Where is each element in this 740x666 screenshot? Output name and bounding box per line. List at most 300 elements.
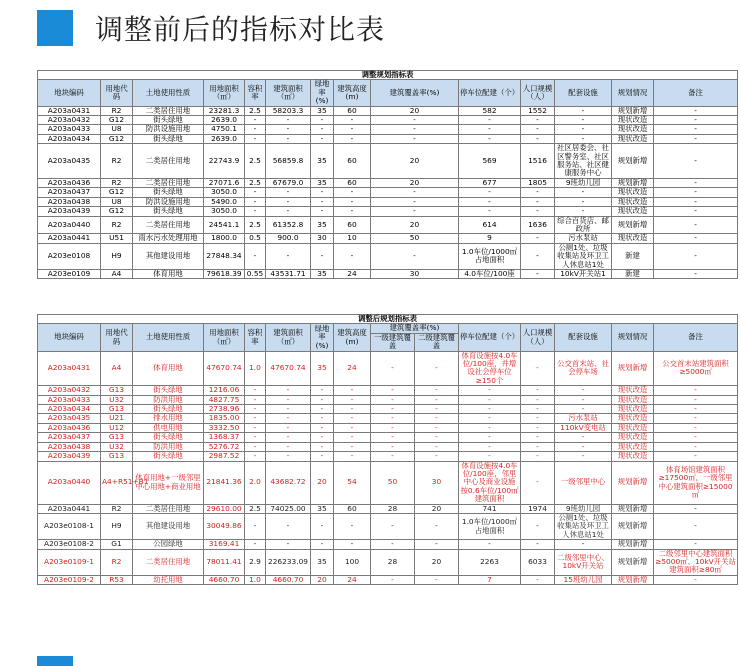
table-row	[38, 216, 738, 234]
table-cell: 街头绿地	[133, 433, 204, 442]
table-cell: -	[459, 414, 521, 423]
table-cell: -	[459, 386, 521, 395]
table-cell: -	[555, 125, 612, 134]
column-header: 人口规模（人）	[521, 324, 555, 351]
table-cell: R2	[101, 178, 133, 187]
table-cell: -	[654, 504, 738, 513]
table-cell: -	[459, 540, 521, 549]
table-cell: 规划新增	[612, 549, 654, 575]
table-cell: -	[654, 243, 738, 269]
table-cell: 30049.86	[204, 513, 245, 539]
table-cell: 现状改造	[612, 423, 654, 432]
table-cell: 4827.75	[204, 395, 245, 404]
table-row	[38, 540, 738, 549]
table-cell: -	[521, 513, 555, 539]
table-cell: 现状改造	[612, 386, 654, 395]
table-cell: G1	[101, 540, 133, 549]
table-row	[38, 134, 738, 143]
column-header: 建筑高度(m)	[334, 324, 371, 351]
table-cell: 体育设施按4.0车位/100座，邻里中心及商业设施按0.6车位/100㎡建筑面积	[459, 461, 521, 504]
table-cell: 现状改造	[612, 442, 654, 451]
table-cell: 677	[459, 178, 521, 187]
table-cell: 60	[334, 178, 371, 187]
column-header: 用地面积（㎡）	[204, 324, 245, 351]
table-cell: 43531.71	[266, 269, 311, 278]
column-subheader: 二级建筑覆盖	[415, 333, 459, 351]
table-cell: -	[371, 386, 415, 395]
table-cell: -	[245, 405, 266, 414]
table-cell: -	[311, 243, 334, 269]
table-cell: H9	[101, 513, 133, 539]
table-cell: A203a0432	[38, 116, 101, 125]
table-cell: 100	[334, 549, 371, 575]
table-cell: -	[415, 442, 459, 451]
table-cell: -	[555, 540, 612, 549]
table-cell: 3050.0	[204, 207, 245, 216]
table-cell: 街头绿地	[133, 134, 204, 143]
table-cell: 2987.52	[204, 452, 245, 461]
table-cell: 体育用地	[133, 269, 204, 278]
table-cell: 公厕1处、垃圾收集站及环卫工人休息站1处	[555, 513, 612, 539]
table-cell: -	[415, 386, 459, 395]
table-cell: 规划新增	[612, 106, 654, 115]
table-cell: 15班幼儿园	[555, 575, 612, 584]
table-cell: -	[245, 125, 266, 134]
table-cell: 5490.0	[204, 197, 245, 206]
table-cell: -	[555, 197, 612, 206]
table-cell: -	[521, 452, 555, 461]
table-cell: 现状改造	[612, 134, 654, 143]
table-cell: 现状改造	[612, 125, 654, 134]
column-header: 用地代码	[101, 80, 133, 106]
table-cell: 35	[311, 351, 334, 386]
table-cell: -	[266, 125, 311, 134]
table-cell: 规划新增	[612, 178, 654, 187]
table-cell: R2	[101, 504, 133, 513]
footer-accent-bar	[37, 656, 73, 666]
table-cell: -	[521, 540, 555, 549]
table-cell: A203a0437	[38, 188, 101, 197]
table-cell: -	[311, 134, 334, 143]
table-cell: A203a0436	[38, 423, 101, 432]
table-cell: 1974	[521, 504, 555, 513]
table-cell: -	[521, 269, 555, 278]
table-cell: G13	[101, 405, 133, 414]
table-cell: A203a0431	[38, 351, 101, 386]
column-header: 规划情况	[612, 324, 654, 351]
table-cell: -	[521, 461, 555, 504]
table-cell: -	[266, 540, 311, 549]
table-cell: -	[459, 433, 521, 442]
table-cell: -	[266, 442, 311, 451]
table-cell: 24	[334, 351, 371, 386]
table-cell: 公园绿地	[133, 540, 204, 549]
table-cell: -	[521, 207, 555, 216]
table-cell: 20	[311, 575, 334, 584]
table-cell: 30	[371, 269, 459, 278]
table-cell: -	[334, 116, 371, 125]
table-cell: 1.0车位/1000㎡占地面积	[459, 243, 521, 269]
pre-adjustment-table	[37, 70, 738, 279]
table-cell: -	[334, 125, 371, 134]
table-cell: -	[654, 386, 738, 395]
column-header: 建筑面积（㎡）	[266, 80, 311, 106]
table-cell: -	[654, 134, 738, 143]
table-cell: -	[521, 351, 555, 386]
table-cell: -	[459, 452, 521, 461]
table-cell: 2.5	[245, 504, 266, 513]
table-cell: -	[245, 386, 266, 395]
table-cell: 43682.72	[266, 461, 311, 504]
table-cell: -	[266, 423, 311, 432]
table-cell: -	[334, 513, 371, 539]
table-cell: -	[311, 442, 334, 451]
table-cell: 54	[334, 461, 371, 504]
table-cell: -	[371, 575, 415, 584]
table-cell: -	[334, 134, 371, 143]
table-cell: -	[654, 197, 738, 206]
table-cell: -	[555, 395, 612, 404]
table-cell: -	[459, 405, 521, 414]
table-cell: 1552	[521, 106, 555, 115]
table-cell: -	[245, 540, 266, 549]
table-cell: 现状改造	[612, 188, 654, 197]
table-cell: -	[334, 540, 371, 549]
table-cell: 体育设施按4.0车位/100座，并增设社会停车位≥150个	[459, 351, 521, 386]
table-cell: -	[654, 575, 738, 584]
table-cell: 4660.70	[204, 575, 245, 584]
table-cell: 1368.37	[204, 433, 245, 442]
table-cell: 741	[459, 504, 521, 513]
table-cell: -	[334, 207, 371, 216]
table-cell: -	[334, 433, 371, 442]
table-cell: 规划新增	[612, 504, 654, 513]
table-cell: 20	[415, 504, 459, 513]
table-cell: A203a0434	[38, 405, 101, 414]
table-cell: 二类居住用地	[133, 549, 204, 575]
table-cell: -	[555, 433, 612, 442]
table-cell: 24541.1	[204, 216, 245, 234]
table-cell: -	[245, 442, 266, 451]
table-cell: 其他建设用地	[133, 513, 204, 539]
column-header: 用地面积（㎡）	[204, 80, 245, 106]
table-row	[38, 144, 738, 179]
table-cell: 污水泵站	[555, 414, 612, 423]
table-cell: -	[415, 395, 459, 404]
table-cell: -	[266, 188, 311, 197]
table-cell: -	[654, 405, 738, 414]
table-cell: 35	[311, 178, 334, 187]
table-cell: 4.0车位/100座	[459, 269, 521, 278]
table-cell: -	[521, 405, 555, 414]
table-cell: 二类居住用地	[133, 144, 204, 179]
table-cell: -	[521, 386, 555, 395]
table-cell: 20	[371, 178, 459, 187]
table-cell: -	[555, 442, 612, 451]
table-cell: -	[371, 442, 415, 451]
table-cell: -	[371, 125, 459, 134]
table-cell: U12	[101, 423, 133, 432]
page-header	[37, 8, 385, 48]
table-cell: -	[521, 125, 555, 134]
table-row	[38, 549, 738, 575]
column-header: 绿地率(%)	[311, 324, 334, 351]
table-cell: -	[311, 386, 334, 395]
table-cell: 78011.41	[204, 549, 245, 575]
table-cell: 二类居住用地	[133, 178, 204, 187]
table-cell: 4750.1	[204, 125, 245, 134]
column-header: 配套设施	[555, 80, 612, 106]
table-cell: 28	[371, 549, 415, 575]
column-header: 容积率	[245, 324, 266, 351]
table-cell: -	[654, 178, 738, 187]
table-cell: -	[654, 216, 738, 234]
table-cell: A4	[101, 351, 133, 386]
table-cell: A203a0432	[38, 386, 101, 395]
table-cell: -	[266, 405, 311, 414]
table-cell: A203a0435	[38, 414, 101, 423]
table-cell: 街头绿地	[133, 405, 204, 414]
table-cell: -	[654, 144, 738, 179]
table-cell: 58203.3	[266, 106, 311, 115]
table-cell: 226233.09	[266, 549, 311, 575]
column-subheader: 一级建筑覆盖	[371, 333, 415, 351]
table-cell: A203a0440	[38, 461, 101, 504]
table-cell: -	[334, 395, 371, 404]
table-cell: 现状改造	[612, 405, 654, 414]
column-header: 停车位配建（个）	[459, 80, 521, 106]
table-cell: 28	[371, 504, 415, 513]
table-cell: 一级邻里中心	[555, 461, 612, 504]
table-cell: 街头绿地	[133, 207, 204, 216]
table-cell: A203a0435	[38, 144, 101, 179]
table-cell: 56859.8	[266, 144, 311, 179]
table-cell: A203a0433	[38, 395, 101, 404]
table-cell: -	[266, 116, 311, 125]
table-cell: R2	[101, 216, 133, 234]
table-cell: 6033	[521, 549, 555, 575]
table-row	[38, 125, 738, 134]
table-cell: -	[555, 116, 612, 125]
table-cell: 公交首末站、社会停车场	[555, 351, 612, 386]
table-row	[38, 452, 738, 461]
table-cell: 街头绿地	[133, 188, 204, 197]
table-cell: 污水泵站	[555, 234, 612, 243]
table-cell: 二类居住用地	[133, 106, 204, 115]
table-cell: 街头绿地	[133, 386, 204, 395]
column-header: 建筑覆盖率(%)	[371, 80, 459, 106]
table-cell: 60	[334, 106, 371, 115]
table-cell: -	[334, 197, 371, 206]
table-cell: -	[521, 433, 555, 442]
table-cell: 21841.36	[204, 461, 245, 504]
table-cell: 2738.96	[204, 405, 245, 414]
table-cell: 现状改造	[612, 452, 654, 461]
table-cell: -	[245, 243, 266, 269]
table-cell: 9班幼儿园	[555, 504, 612, 513]
table-cell: G12	[101, 116, 133, 125]
table-cell: 1636	[521, 216, 555, 234]
table-cell: -	[555, 452, 612, 461]
table-cell: -	[245, 207, 266, 216]
table-cell: -	[311, 405, 334, 414]
table-cell: 防洪用地	[133, 395, 204, 404]
table-cell: A203a0440	[38, 216, 101, 234]
table-cell: 9	[459, 234, 521, 243]
table-row	[38, 207, 738, 216]
table-cell: -	[311, 540, 334, 549]
table-cell: -	[334, 414, 371, 423]
table-cell: 规划新增	[612, 144, 654, 179]
table-cell: -	[459, 134, 521, 143]
table-cell: -	[415, 433, 459, 442]
table-cell: 30	[415, 461, 459, 504]
table-cell: A203e0109-2	[38, 575, 101, 584]
table-cell: A203a0437	[38, 433, 101, 442]
table-cell: -	[521, 243, 555, 269]
table-cell: 20	[311, 461, 334, 504]
table-cell: -	[555, 405, 612, 414]
table-cell: 公交首末站建筑面积≥5000㎡	[654, 351, 738, 386]
table-cell: A4	[101, 269, 133, 278]
table-row	[38, 513, 738, 539]
table-cell: U8	[101, 125, 133, 134]
table-cell: R2	[101, 144, 133, 179]
table-cell: -	[521, 197, 555, 206]
table-cell: 新建	[612, 243, 654, 269]
table-cell: 现状改造	[612, 395, 654, 404]
table-cell: 5276.72	[204, 442, 245, 451]
table-cell: -	[521, 134, 555, 143]
table-cell: -	[555, 134, 612, 143]
table-cell: 0.5	[245, 234, 266, 243]
table-cell: -	[459, 207, 521, 216]
table-cell: -	[459, 423, 521, 432]
table-cell: 2639.0	[204, 116, 245, 125]
table-cell: 防洪设施用地	[133, 197, 204, 206]
table-cell: -	[459, 197, 521, 206]
table-cell: 规划新增	[612, 461, 654, 504]
table-cell: 现状改造	[612, 116, 654, 125]
table-cell: 社区居委会、社区警务室、社区服务站、社区健康服务中心	[555, 144, 612, 179]
table-cell: 79618.39	[204, 269, 245, 278]
table-cell: -	[334, 386, 371, 395]
table-cell: -	[371, 405, 415, 414]
table-cell: 现状改造	[612, 197, 654, 206]
table-cell: 1216.06	[204, 386, 245, 395]
table-cell: -	[311, 197, 334, 206]
table-cell: -	[311, 423, 334, 432]
table-cell: -	[266, 513, 311, 539]
table-row	[38, 575, 738, 584]
table-cell: -	[415, 575, 459, 584]
table-cell: G12	[101, 188, 133, 197]
table-cell: -	[654, 513, 738, 539]
table-cell: A203e0108-2	[38, 540, 101, 549]
table-cell: 67679.0	[266, 178, 311, 187]
table-cell: U51	[101, 234, 133, 243]
column-header: 地块编码	[38, 324, 101, 351]
table-cell: R2	[101, 549, 133, 575]
table-cell: -	[334, 442, 371, 451]
table-cell: -	[334, 452, 371, 461]
table-cell: -	[555, 386, 612, 395]
table-cell: 二级邻里中心建筑面积≥5000㎡、10kV开关站建筑面积≥80㎡	[655, 548, 736, 575]
table-cell: 街头绿地	[133, 116, 204, 125]
table-cell: 2.5	[245, 106, 266, 115]
table-caption-row	[38, 71, 738, 80]
table-cell: -	[521, 414, 555, 423]
table-cell: 10	[334, 234, 371, 243]
table-cell: -	[311, 452, 334, 461]
table-row	[38, 243, 738, 269]
table-row	[38, 269, 738, 278]
column-header: 绿地率(%)	[311, 80, 334, 106]
table-cell: 2.9	[245, 549, 266, 575]
table-cell: 幼托用地	[133, 575, 204, 584]
table-cell: A203a0438	[38, 442, 101, 451]
table-cell: -	[311, 433, 334, 442]
table-cell: -	[245, 197, 266, 206]
table-cell: 二级邻里中心、10kV开关站	[555, 549, 612, 575]
table-cell: 1.0	[245, 351, 266, 386]
table-cell: 24	[334, 575, 371, 584]
table-cell: -	[245, 423, 266, 432]
table-cell: -	[311, 116, 334, 125]
table-row	[38, 414, 738, 423]
table-cell: -	[311, 207, 334, 216]
table-cell: 50	[371, 461, 415, 504]
table-row	[38, 188, 738, 197]
table-cell: 582	[459, 106, 521, 115]
column-header: 建筑高度(m)	[334, 80, 371, 106]
table-cell: -	[245, 116, 266, 125]
table-cell: -	[459, 395, 521, 404]
table-cell: -	[245, 414, 266, 423]
table-cell: A203a0436	[38, 178, 101, 187]
table-cell: 供电用地	[133, 423, 204, 432]
table-cell: -	[334, 423, 371, 432]
table-cell: 规划新增	[612, 513, 654, 539]
table-cell: -	[654, 452, 738, 461]
table-cell: A203e0109	[38, 269, 101, 278]
column-header: 建筑覆盖率(%)	[371, 324, 459, 333]
column-header: 人口规模（人）	[521, 80, 555, 106]
table-cell: -	[371, 395, 415, 404]
table-cell: 4660.70	[266, 575, 311, 584]
table-cell: 110kV变电站	[555, 423, 612, 432]
table-cell: -	[555, 106, 612, 115]
table-cell: 3169.41	[204, 540, 245, 549]
table-cell: 现状改造	[612, 207, 654, 216]
table-cell: -	[371, 414, 415, 423]
table-cell: -	[266, 414, 311, 423]
table-cell: -	[521, 423, 555, 432]
table-cell: 防洪设施用地	[133, 125, 204, 134]
table-cell: -	[266, 395, 311, 404]
table-cell: 35	[311, 216, 334, 234]
table-cell: 27848.34	[204, 243, 245, 269]
table-cell: -	[334, 243, 371, 269]
table-cell: U32	[101, 442, 133, 451]
table-cell: A203a0441	[38, 504, 101, 513]
table-cell: -	[245, 433, 266, 442]
table-cell: -	[654, 395, 738, 404]
table-cell: -	[459, 116, 521, 125]
table-header-row	[38, 324, 738, 333]
table-row	[38, 386, 738, 395]
table-cell: 35	[311, 106, 334, 115]
